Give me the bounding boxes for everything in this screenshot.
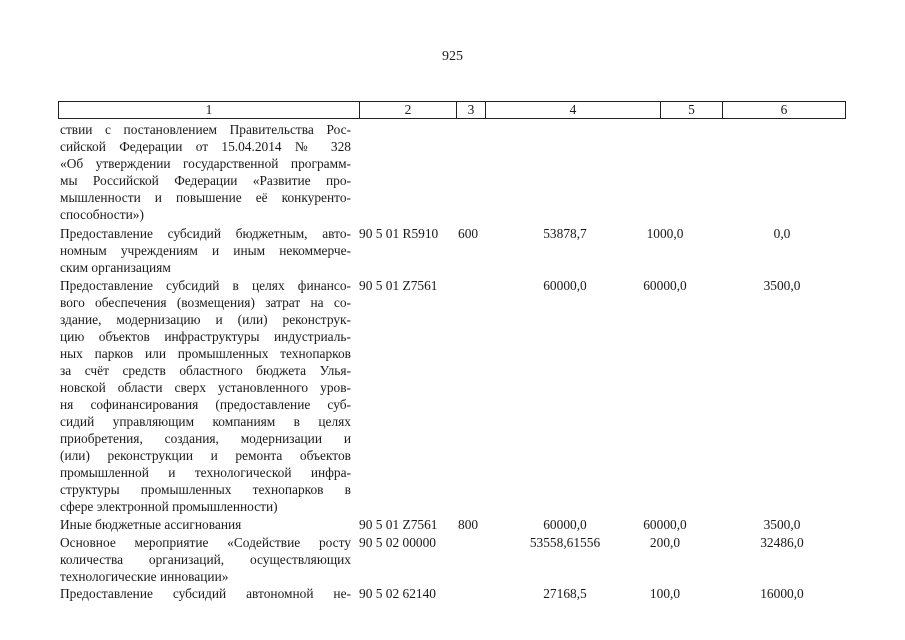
row-value-4: 60000,0: [543, 278, 587, 293]
desc-line: цию объектов инфраструктуры индустриаль-: [60, 329, 351, 344]
row-code: 90 5 02 62140: [359, 586, 436, 601]
row-description: [60, 585, 351, 602]
row-value-4: 53558,61556: [529, 535, 601, 550]
row-description: [60, 534, 351, 585]
desc-line: новской области сверх установленного уров-: [60, 380, 351, 395]
row-code: 90 5 01 Z7561: [359, 517, 438, 532]
desc-line: (или) реконструкции и ремонта объектов: [60, 448, 351, 463]
row-value-6: 32486,0: [760, 535, 804, 550]
desc-line: технологические инновации»: [60, 569, 229, 584]
page-number: 925: [442, 49, 463, 64]
desc-line: структуры промышленных технопарков в: [60, 482, 351, 497]
row-value-6: 0,0: [773, 226, 791, 241]
table-header: [58, 101, 846, 119]
row-value-6: 16000,0: [760, 586, 804, 601]
row-value-6: 3500,0: [763, 517, 801, 532]
desc-line: ствии с постановлением Правительства Рос-: [60, 122, 351, 137]
row-value-4: 27168,5: [543, 586, 587, 601]
desc-line: Иные бюджетные ассигнования: [60, 517, 242, 532]
row-code: 90 5 01 R5910: [359, 226, 439, 241]
header-col-6: 6: [780, 102, 788, 117]
row-description: [60, 277, 351, 515]
desc-line: «Об утверждении государственной программ-: [60, 156, 351, 171]
desc-line: сидий управляющим компаниям в целях: [60, 414, 351, 429]
row-description: [60, 121, 351, 223]
row-value-5: 1000,0: [646, 226, 684, 241]
desc-line: количества организаций, осуществляющих: [60, 552, 351, 567]
row-value-6: 3500,0: [763, 278, 801, 293]
desc-line: промышленной и технологической инфра-: [60, 465, 351, 480]
row-value-4: 60000,0: [543, 517, 587, 532]
row-code: 90 5 01 Z7561: [359, 278, 438, 293]
header-col-2: 2: [404, 102, 412, 117]
row-description: [60, 516, 351, 533]
row-code: 90 5 02 00000: [359, 535, 436, 550]
desc-line: Основное мероприятие «Содействие росту: [60, 535, 351, 550]
desc-line: ским организациям: [60, 260, 171, 275]
header-col-5: 5: [688, 102, 695, 117]
desc-line: номным учреждениям и иным некоммерче-: [60, 243, 351, 258]
desc-line: мы Российской Федерации «Развитие про-: [60, 173, 351, 188]
row-value-5: 60000,0: [643, 278, 687, 293]
header-col-4: 4: [569, 102, 577, 117]
desc-line: за счёт средств областного бюджета Улья-: [60, 363, 351, 378]
row-value-5: 60000,0: [643, 517, 687, 532]
row-value-5: 100,0: [649, 586, 681, 601]
desc-line: Предоставление субсидий бюджетным, авто-: [60, 226, 351, 241]
row-type: 800: [458, 517, 479, 532]
row-value-4: 53878,7: [543, 226, 587, 241]
desc-line: сфере электронной промышленности): [60, 499, 278, 514]
header-col-3: 3: [467, 102, 475, 117]
desc-line: способности»): [60, 207, 144, 222]
desc-line: ных парков или промышленных технопарков: [60, 346, 351, 361]
row-description: [60, 225, 351, 276]
desc-line: приобретения, создания, модернизации и: [60, 431, 351, 446]
desc-line: ня софинансирования (предоставление суб-: [60, 397, 351, 412]
desc-line: сийской Федерации от 15.04.2014 № 328: [60, 139, 351, 154]
desc-line: здание, модернизацию и (или) реконструк-: [60, 312, 351, 327]
header-col-1: 1: [205, 102, 213, 117]
desc-line: мышленности и повышение её конкуренто-: [60, 190, 351, 205]
desc-line: Предоставление субсидий автономной не-: [60, 586, 351, 601]
row-value-5: 200,0: [649, 535, 681, 550]
desc-line: вого обеспечения (возмещения) затрат на со-: [60, 295, 351, 310]
desc-line: Предоставление субсидий в целях финансо-: [60, 278, 351, 293]
row-type: 600: [458, 226, 479, 241]
